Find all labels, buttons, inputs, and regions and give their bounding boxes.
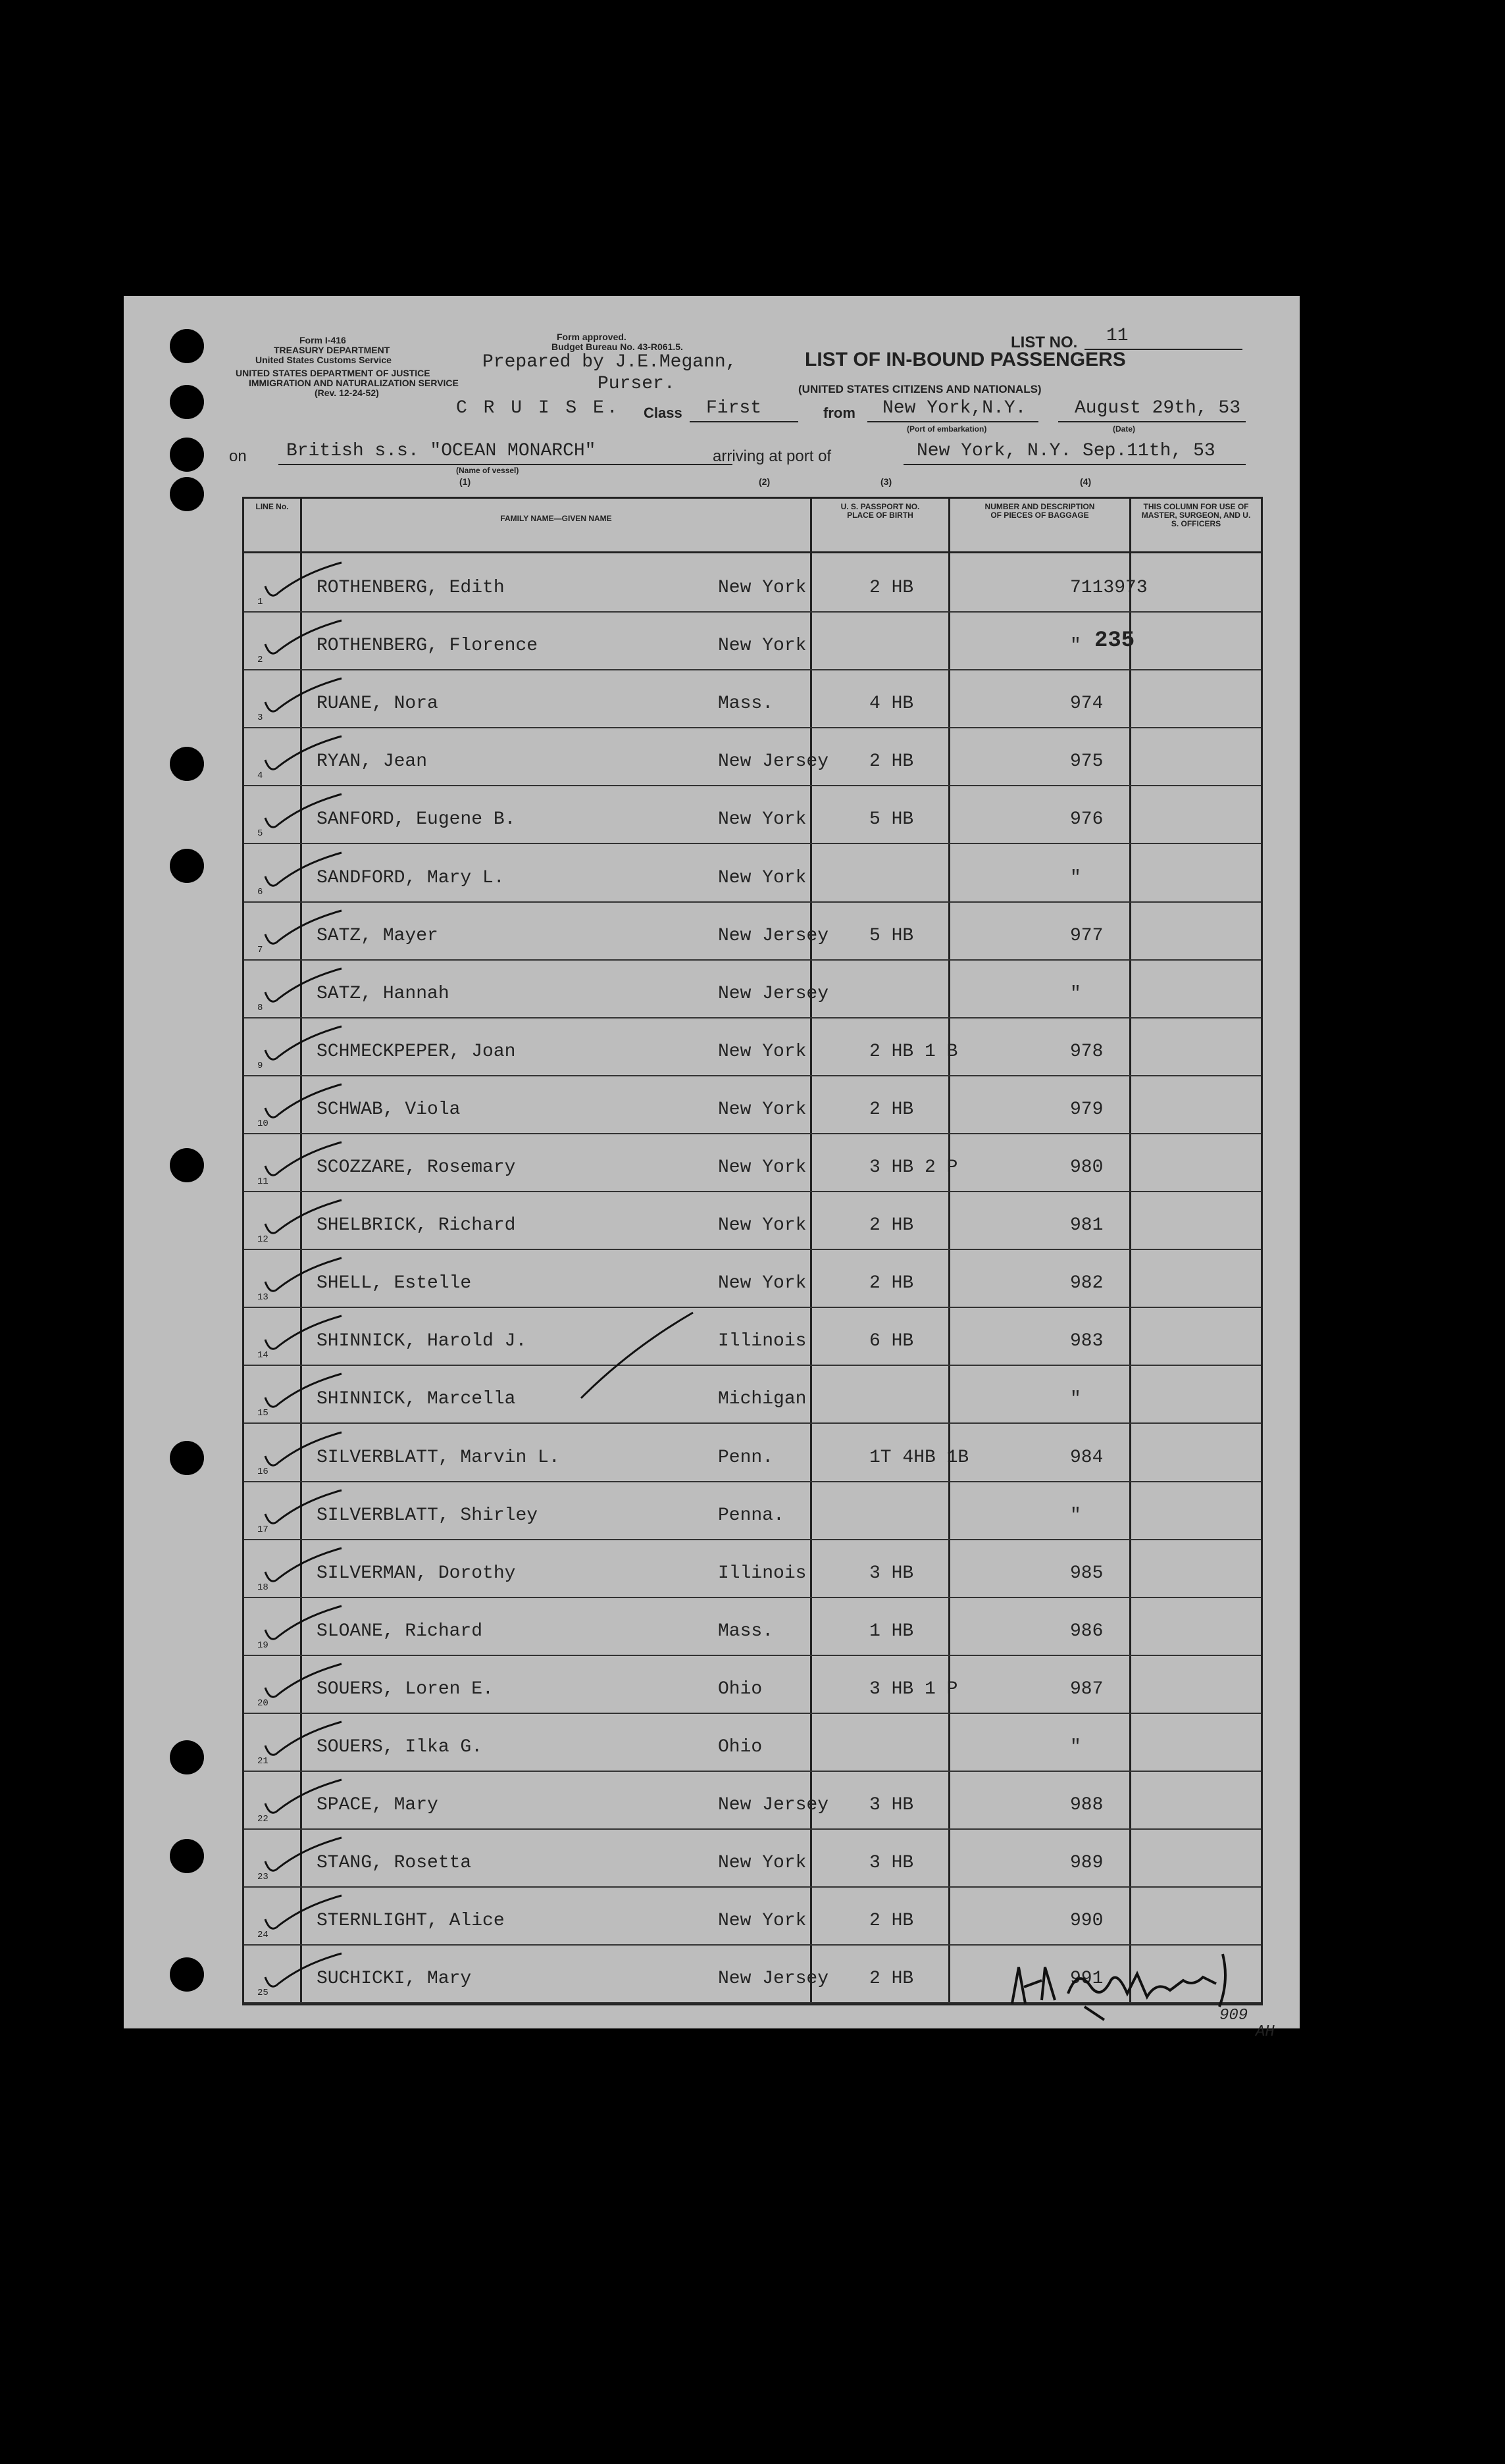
header-line-no: LINE No. bbox=[255, 502, 289, 511]
ins-label: IMMIGRATION AND NATURALIZATION SERVICE bbox=[249, 378, 459, 388]
class-value: First bbox=[706, 398, 762, 418]
line-number-cell: 21 bbox=[257, 1756, 268, 1767]
table-row bbox=[244, 1307, 1261, 1366]
official-use-cell: " bbox=[1070, 1737, 1081, 1757]
pen-stroke-mark bbox=[578, 1309, 696, 1401]
birthplace-cell: New York bbox=[718, 1911, 807, 1932]
table-row bbox=[244, 843, 1261, 903]
birthplace-cell: New York bbox=[718, 1157, 807, 1178]
passenger-name-cell: STANG, Rosetta bbox=[317, 1853, 472, 1874]
check-mark-icon bbox=[264, 1893, 343, 1932]
check-mark-icon bbox=[264, 1951, 343, 1990]
embark-caption: (Port of embarkation) bbox=[907, 424, 987, 434]
official-use-cell: " bbox=[1070, 1389, 1081, 1410]
official-use-cell: 983 bbox=[1070, 1331, 1104, 1352]
check-mark-icon bbox=[264, 1603, 343, 1643]
passenger-name-cell: SATZ, Mayer bbox=[317, 925, 438, 946]
from-label: from bbox=[823, 405, 855, 421]
binder-hole bbox=[170, 477, 204, 511]
passenger-name-cell: RUANE, Nora bbox=[317, 693, 438, 715]
check-mark-icon bbox=[264, 792, 343, 831]
stamp-number: 235 bbox=[1094, 628, 1135, 653]
passenger-name-cell: RYAN, Jean bbox=[317, 751, 428, 772]
justice-label: UNITED STATES DEPARTMENT OF JUSTICE bbox=[236, 368, 430, 378]
table-row bbox=[244, 727, 1261, 786]
line-number-cell: 7 bbox=[257, 944, 263, 955]
approval-label: Form approved. bbox=[557, 332, 626, 342]
birthplace-cell: New York bbox=[718, 1041, 807, 1062]
col-number-4: (4) bbox=[1080, 476, 1092, 487]
from-value: New York,N.Y. bbox=[882, 398, 1027, 418]
vessel-caption: (Name of vessel) bbox=[456, 466, 519, 475]
passenger-name-cell: SCHWAB, Viola bbox=[317, 1099, 461, 1120]
birthplace-cell: Mass. bbox=[718, 1621, 774, 1642]
official-use-cell: " bbox=[1070, 983, 1081, 1004]
passenger-name-cell: SHINNICK, Harold J. bbox=[317, 1331, 527, 1352]
table-row bbox=[244, 1191, 1261, 1250]
line-number-cell: 9 bbox=[257, 1060, 263, 1071]
table-row bbox=[244, 1771, 1261, 1830]
line-number-cell: 6 bbox=[257, 886, 263, 897]
passenger-name-cell: SUCHICKI, Mary bbox=[317, 1969, 472, 1990]
birthplace-cell: New York bbox=[718, 636, 807, 657]
baggage-cell: 2 HB bbox=[869, 1215, 914, 1236]
passenger-name-cell: SILVERBLATT, Marvin L. bbox=[317, 1447, 560, 1468]
baggage-cell: 3 HB 2 P bbox=[869, 1157, 958, 1178]
check-mark-icon bbox=[264, 850, 343, 890]
line-number-cell: 23 bbox=[257, 1872, 268, 1883]
baggage-cell: 3 HB 1 P bbox=[869, 1678, 958, 1699]
check-mark-icon bbox=[264, 1371, 343, 1411]
birthplace-cell: Mass. bbox=[718, 693, 774, 715]
official-use-cell: 976 bbox=[1070, 809, 1104, 830]
binder-hole bbox=[170, 747, 204, 781]
check-mark-icon bbox=[264, 618, 343, 657]
table-row bbox=[244, 1075, 1261, 1134]
table-row bbox=[244, 1597, 1261, 1656]
arrival-info: New York, N.Y. Sep.11th, 53 bbox=[917, 441, 1215, 461]
baggage-cell: 5 HB bbox=[869, 809, 914, 830]
line-number-cell: 19 bbox=[257, 1640, 268, 1651]
passenger-name-cell: SHELL, Estelle bbox=[317, 1273, 472, 1294]
passenger-name-cell: SCOZZARE, Rosemary bbox=[317, 1157, 516, 1178]
margin-note: 909 bbox=[1219, 2007, 1248, 2024]
birthplace-cell: New Jersey bbox=[718, 751, 829, 772]
birthplace-cell: New York bbox=[718, 1853, 807, 1874]
check-mark-icon bbox=[264, 1255, 343, 1295]
baggage-cell: 6 HB bbox=[869, 1331, 914, 1352]
table-row bbox=[244, 1133, 1261, 1192]
table-row bbox=[244, 785, 1261, 844]
line-number-cell: 22 bbox=[257, 1814, 268, 1825]
initials: AH bbox=[1256, 2023, 1275, 2041]
prepared-by: Prepared by J.E.Megann, bbox=[482, 352, 737, 372]
passenger-name-cell: SCHMECKPEPER, Joan bbox=[317, 1041, 516, 1062]
birthplace-cell: Illinois bbox=[718, 1563, 807, 1584]
baggage-cell: 3 HB bbox=[869, 1853, 914, 1874]
official-use-cell: 985 bbox=[1070, 1563, 1104, 1584]
official-use-cell: 991 bbox=[1070, 1969, 1104, 1990]
official-use-cell: 979 bbox=[1070, 1099, 1104, 1120]
passenger-name-cell: ROTHENBERG, Florence bbox=[317, 636, 538, 657]
line-number-cell: 10 bbox=[257, 1118, 268, 1129]
table-row bbox=[244, 1655, 1261, 1714]
check-mark-icon bbox=[264, 1313, 343, 1353]
official-use-cell: 974 bbox=[1070, 693, 1104, 715]
check-mark-icon bbox=[264, 676, 343, 715]
official-use-cell: 981 bbox=[1070, 1215, 1104, 1236]
purser-label: Purser. bbox=[598, 374, 675, 394]
col-number-3: (3) bbox=[880, 476, 892, 487]
table-row bbox=[244, 553, 1261, 613]
official-use-cell: 984 bbox=[1070, 1447, 1104, 1468]
birthplace-cell: New York bbox=[718, 867, 807, 888]
header-name: FAMILY NAME—GIVEN NAME bbox=[500, 514, 612, 523]
table-row bbox=[244, 1713, 1261, 1772]
baggage-cell: 2 HB bbox=[869, 1273, 914, 1294]
list-no-label: LIST NO. bbox=[1011, 334, 1078, 351]
birthplace-cell: New York bbox=[718, 1215, 807, 1236]
official-use-cell: 977 bbox=[1070, 925, 1104, 946]
line-number-cell: 20 bbox=[257, 1697, 268, 1709]
table-row bbox=[244, 669, 1261, 728]
line-number-cell: 11 bbox=[257, 1176, 268, 1187]
header-office: THIS COLUMN FOR USE OF MASTER, SURGEON, AND U. S. OFFICERS bbox=[1141, 502, 1251, 528]
check-mark-icon bbox=[264, 1661, 343, 1701]
birthplace-cell: New York bbox=[718, 1273, 807, 1294]
baggage-cell: 2 HB 1 B bbox=[869, 1041, 958, 1062]
line-number-cell: 4 bbox=[257, 770, 263, 782]
passenger-name-cell: SANDFORD, Mary L. bbox=[317, 867, 505, 888]
passenger-name-cell: SLOANE, Richard bbox=[317, 1621, 483, 1642]
table-row bbox=[244, 1828, 1261, 1888]
line-number-cell: 12 bbox=[257, 1234, 268, 1245]
official-use-cell: 7113973 bbox=[1070, 578, 1148, 598]
binder-hole bbox=[170, 1148, 204, 1182]
departure-date: August 29th, 53 bbox=[1075, 398, 1241, 418]
list-title: LIST OF IN-BOUND PASSENGERS bbox=[805, 349, 1126, 370]
binder-hole bbox=[170, 1441, 204, 1475]
baggage-cell: 4 HB bbox=[869, 693, 914, 715]
check-mark-icon bbox=[264, 966, 343, 1005]
birthplace-cell: New Jersey bbox=[718, 1795, 829, 1816]
official-use-cell: 982 bbox=[1070, 1273, 1104, 1294]
line-number-cell: 1 bbox=[257, 597, 263, 607]
check-mark-icon bbox=[264, 1546, 343, 1585]
manifest-page bbox=[124, 296, 1300, 2041]
line-number-cell: 16 bbox=[257, 1466, 268, 1477]
birthplace-cell: New Jersey bbox=[718, 983, 829, 1004]
line-number-cell: 25 bbox=[257, 1988, 268, 1999]
treasury-label: TREASURY DEPARTMENT bbox=[274, 345, 390, 355]
birthplace-cell: New Jersey bbox=[718, 1969, 829, 1990]
check-mark-icon bbox=[264, 908, 343, 947]
binder-hole bbox=[170, 1957, 204, 1992]
table-row bbox=[244, 1423, 1261, 1482]
table-row bbox=[244, 1249, 1261, 1308]
binder-hole bbox=[170, 438, 204, 472]
budget-label: Budget Bureau No. 43-R061.5. bbox=[551, 341, 683, 352]
passenger-name-cell: SOUERS, Ilka G. bbox=[317, 1737, 483, 1757]
col-number-2: (2) bbox=[759, 476, 771, 487]
table-row bbox=[244, 1365, 1261, 1424]
birthplace-cell: New York bbox=[718, 809, 807, 830]
arriving-label: arriving at port of bbox=[713, 447, 832, 465]
table-row bbox=[244, 1539, 1261, 1598]
birthplace-cell: New Jersey bbox=[718, 925, 829, 946]
passenger-name-cell: SOUERS, Loren E. bbox=[317, 1678, 494, 1699]
baggage-cell: 2 HB bbox=[869, 578, 914, 598]
class-label: Class bbox=[644, 405, 682, 421]
official-use-cell: " bbox=[1070, 1505, 1081, 1526]
baggage-cell: 2 HB bbox=[869, 1099, 914, 1120]
passenger-name-cell: SPACE, Mary bbox=[317, 1795, 438, 1816]
table-row bbox=[244, 901, 1261, 961]
official-use-cell: 988 bbox=[1070, 1795, 1104, 1816]
baggage-cell: 1T 4HB 1B bbox=[869, 1447, 969, 1468]
customs-label: United States Customs Service bbox=[255, 355, 392, 365]
passenger-name-cell: SILVERMAN, Dorothy bbox=[317, 1563, 516, 1584]
binder-hole bbox=[170, 329, 204, 363]
official-use-cell: 978 bbox=[1070, 1041, 1104, 1062]
table-row bbox=[244, 1481, 1261, 1540]
line-number-cell: 2 bbox=[257, 655, 263, 666]
header-baggage: NUMBER AND DESCRIPTION OF PIECES OF BAGGAGE bbox=[984, 502, 1095, 520]
line-number-cell: 13 bbox=[257, 1292, 268, 1303]
revision-label: (Rev. 12-24-52) bbox=[315, 388, 379, 398]
line-number-cell: 24 bbox=[257, 1930, 268, 1941]
table-row bbox=[244, 1017, 1261, 1076]
passenger-name-cell: SATZ, Hannah bbox=[317, 983, 449, 1004]
cruise-label: C R U I S E. bbox=[456, 398, 621, 418]
check-mark-icon bbox=[264, 1777, 343, 1817]
check-mark-icon bbox=[264, 1430, 343, 1469]
table-row bbox=[244, 1886, 1261, 1946]
passenger-name-cell: STERNLIGHT, Alice bbox=[317, 1911, 505, 1932]
passenger-table bbox=[242, 497, 1263, 2005]
check-mark-icon bbox=[264, 1197, 343, 1237]
binder-hole bbox=[170, 1740, 204, 1774]
binder-hole bbox=[170, 1839, 204, 1873]
binder-hole bbox=[170, 385, 204, 419]
table-row bbox=[244, 959, 1261, 1018]
birthplace-cell: New York bbox=[718, 578, 807, 598]
line-number-cell: 14 bbox=[257, 1350, 268, 1361]
check-mark-icon bbox=[264, 1024, 343, 1063]
date-caption: (Date) bbox=[1113, 424, 1136, 434]
line-number-cell: 3 bbox=[257, 713, 263, 724]
line-number-cell: 18 bbox=[257, 1582, 268, 1593]
check-mark-icon bbox=[264, 1719, 343, 1759]
birthplace-cell: Ohio bbox=[718, 1737, 763, 1757]
baggage-cell: 3 HB bbox=[869, 1795, 914, 1816]
official-use-cell: 989 bbox=[1070, 1853, 1104, 1874]
vessel-name: British s.s. "OCEAN MONARCH" bbox=[286, 441, 596, 461]
baggage-cell: 2 HB bbox=[869, 1911, 914, 1932]
birthplace-cell: Michigan bbox=[718, 1389, 807, 1410]
line-number-cell: 17 bbox=[257, 1524, 268, 1535]
birthplace-cell: Penna. bbox=[718, 1505, 784, 1526]
passenger-name-cell: SHINNICK, Marcella bbox=[317, 1389, 516, 1410]
baggage-cell: 1 HB bbox=[869, 1621, 914, 1642]
passenger-name-cell: SANFORD, Eugene B. bbox=[317, 809, 516, 830]
baggage-cell: 2 HB bbox=[869, 1969, 914, 1990]
birthplace-cell: Penn. bbox=[718, 1447, 774, 1468]
line-number-cell: 5 bbox=[257, 828, 263, 840]
check-mark-icon bbox=[264, 1835, 343, 1874]
baggage-cell: 2 HB bbox=[869, 751, 914, 772]
official-use-cell: 975 bbox=[1070, 751, 1104, 772]
form-number: Form I-416 bbox=[299, 335, 346, 345]
check-mark-icon bbox=[264, 560, 343, 599]
birthplace-cell: Ohio bbox=[718, 1678, 763, 1699]
list-no-value: 11 bbox=[1106, 326, 1129, 346]
official-use-cell: " bbox=[1070, 636, 1081, 657]
list-subtitle: (UNITED STATES CITIZENS AND NATIONALS) bbox=[798, 383, 1042, 395]
on-label: on bbox=[229, 447, 247, 465]
official-use-cell: 986 bbox=[1070, 1621, 1104, 1642]
official-use-cell: 980 bbox=[1070, 1157, 1104, 1178]
header-place: U. S. PASSPORT NO. PLACE OF BIRTH bbox=[840, 502, 920, 520]
check-mark-icon bbox=[264, 1082, 343, 1121]
check-mark-icon bbox=[264, 1140, 343, 1179]
check-mark-icon bbox=[264, 734, 343, 773]
passenger-name-cell: SILVERBLATT, Shirley bbox=[317, 1505, 538, 1526]
binder-hole bbox=[170, 849, 204, 883]
birthplace-cell: Illinois bbox=[718, 1331, 807, 1352]
passenger-name-cell: ROTHENBERG, Edith bbox=[317, 578, 505, 598]
birthplace-cell: New York bbox=[718, 1099, 807, 1120]
official-use-cell: 990 bbox=[1070, 1911, 1104, 1932]
baggage-cell: 5 HB bbox=[869, 925, 914, 946]
col-number-1: (1) bbox=[459, 476, 471, 487]
line-number-cell: 8 bbox=[257, 1002, 263, 1013]
baggage-cell: 3 HB bbox=[869, 1563, 914, 1584]
passenger-name-cell: SHELBRICK, Richard bbox=[317, 1215, 516, 1236]
official-use-cell: " bbox=[1070, 867, 1081, 888]
official-use-cell: 987 bbox=[1070, 1678, 1104, 1699]
check-mark-icon bbox=[264, 1488, 343, 1527]
line-number-cell: 15 bbox=[257, 1408, 268, 1419]
